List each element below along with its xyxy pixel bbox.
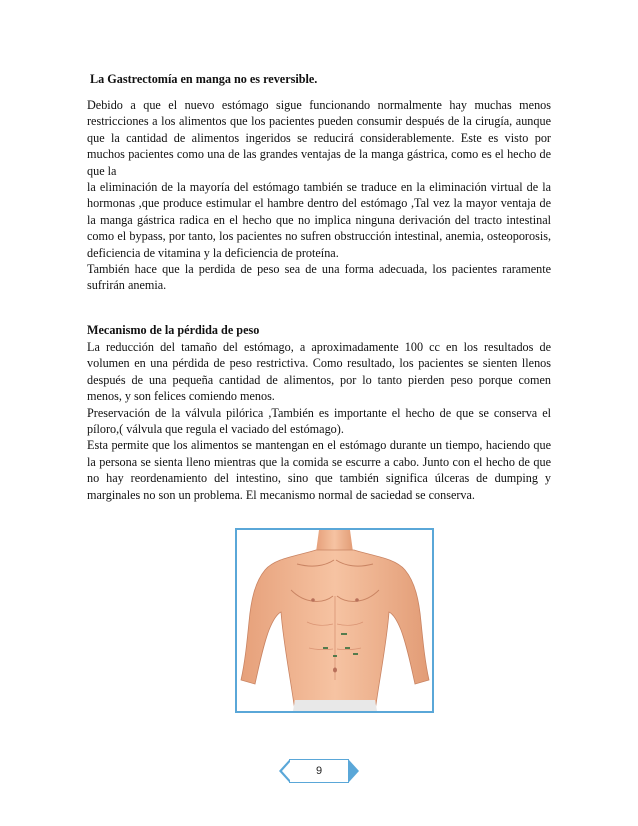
paragraph: Esta permite que los alimentos se mantengan en el estómago durante un tiempo, haciendo que la persona se sienta lleno mientras que la comida se escurre a cabo. Junto con el hecho de que no hay reordenamiento del intestino, sino que también significa úlceras de dumping y marginales no son un problema. El mecanismo normal de saciedad se conserva. <box>87 438 551 502</box>
intro-paragraphs <box>87 97 551 294</box>
paragraph: La reducción del tamaño del estómago, a aproximadamente 100 cc en los resultados de volumen en una pérdida de peso restrictiva. Como resultado, los pacientes se sienten llenos después de una pequeña cantidad de alimentos, por lo tanto pierden peso porque comen menos, y son felices comiendo menos. <box>87 340 551 404</box>
mechanism-paragraphs <box>87 339 551 503</box>
torso-illustration-icon <box>237 530 432 711</box>
page-number <box>289 759 349 783</box>
reversibility-heading: La Gastrectomía en manga no es reversible. <box>90 72 318 86</box>
section-heading: Mecanismo de la pérdida de peso <box>87 323 260 337</box>
page-number-label: 9 <box>315 765 323 777</box>
torso-figure <box>235 528 434 713</box>
paragraph: la eliminación de la mayoría del estómago también se traduce en la eliminación virtual de la hormonas ,que produce estimular el hambre dentro del estómago ,Tal vez la mayor ventaja de la manga gástrica radica en el hecho que no implica ninguna derivación del tracto intestinal como el bypass, por tanto, los pacientes no sufren obstrucción intestinal, anemia, osteoporosis, deficiencia de vitamina y la deficiencia de proteína. <box>87 180 551 260</box>
paragraph: Preservación de la válvula pilórica ,También es importante el hecho de que se conserva el píloro,( válvula que regula el vaciado del estómago). <box>87 405 551 437</box>
paragraph: Debido a que el nuevo estómago sigue funcionando normalmente hay muchas menos restricciones a los alimentos que los pacientes pueden consumir después de la cirugía, aunque que la cantidad de alimentos ingeridos se reducirá considerablemente. Este es visto por muchos pacientes como una de las grandes ventajas de la manga gástrica, como es el hecho de que la <box>87 98 551 178</box>
paragraph: También hace que la perdida de peso sea de una forma adecuada, los pacientes raramente sufrirán anemia. <box>87 262 551 293</box>
